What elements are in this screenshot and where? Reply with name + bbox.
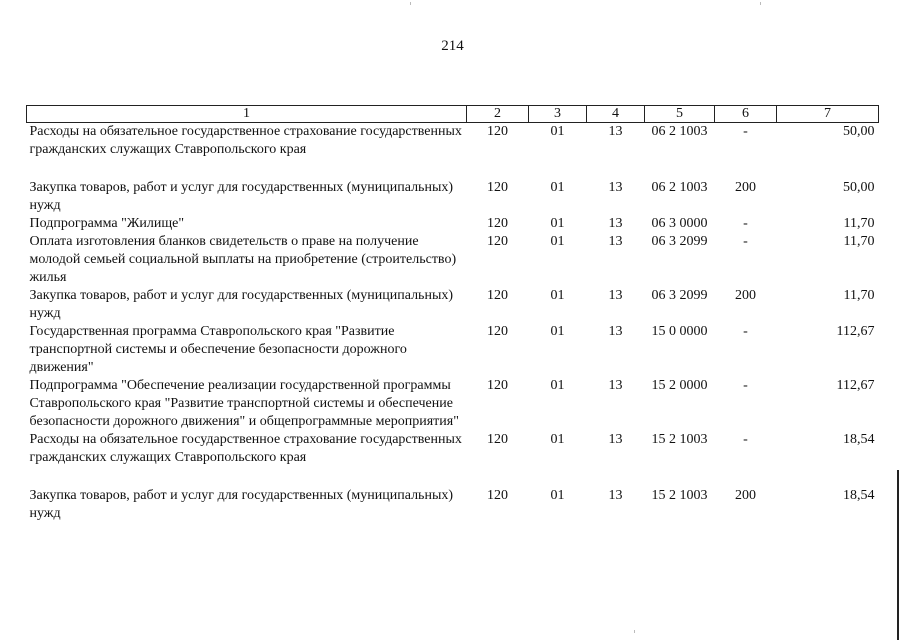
row-col2: 120 [487, 324, 508, 339]
header-cell: 6 [715, 106, 777, 123]
row-description: Государственная программа Ставропольского края "Развитие транспортной системы и обеспечение безопасности дорожного движения" [29, 324, 407, 375]
table-row [27, 377, 879, 431]
row-col5: 15 2 0000 [651, 378, 708, 393]
row-col2: 120 [487, 488, 508, 503]
table-row [27, 179, 879, 215]
row-col2: 120 [487, 288, 508, 303]
row-col5: 06 2 1003 [651, 124, 708, 139]
row-amount: 11,70 [843, 216, 875, 231]
row-description: Расходы на обязательное государственное страхование государственных гражданских служащих Ставропольского края [29, 124, 462, 157]
scan-dot [634, 630, 635, 633]
row-description: Закупка товаров, работ и услуг для государственных (муниципальных) нужд [29, 488, 454, 521]
row-col4: 13 [608, 180, 623, 195]
row-col6: - [743, 378, 748, 393]
row-col4: 13 [608, 324, 623, 339]
budget-table [26, 105, 879, 523]
row-description: Подпрограмма "Обеспечение реализации государственной программы Ставропольского края "Развитие транспортной системы и обеспечение безопасности дорожного движения" и общепрограммные мероприятия" [29, 378, 459, 429]
table-body [27, 123, 879, 524]
row-amount: 18,54 [843, 432, 875, 447]
row-col4: 13 [608, 432, 623, 447]
row-col3: 01 [550, 324, 565, 339]
row-description: Подпрограмма "Жилище" [29, 216, 185, 231]
row-col4: 13 [608, 216, 623, 231]
row-col3: 01 [550, 488, 565, 503]
row-col6: - [743, 324, 748, 339]
row-col5: 06 3 2099 [651, 234, 708, 249]
header-cell: 1 [27, 106, 467, 123]
row-col4: 13 [608, 488, 623, 503]
table-row [27, 431, 879, 487]
row-col4: 13 [608, 288, 623, 303]
row-col3: 01 [550, 378, 565, 393]
row-col3: 01 [550, 288, 565, 303]
header-cell: 5 [645, 106, 715, 123]
row-col2: 120 [487, 378, 508, 393]
table-row [27, 233, 879, 287]
row-col3: 01 [550, 124, 565, 139]
row-col6: 200 [735, 288, 756, 303]
row-col6: - [743, 234, 748, 249]
row-col6: 200 [735, 180, 756, 195]
row-col4: 13 [608, 124, 623, 139]
row-description: Закупка товаров, работ и услуг для государственных (муниципальных) нужд [29, 180, 454, 213]
row-col2: 120 [487, 234, 508, 249]
row-col5: 06 2 1003 [651, 180, 708, 195]
row-col2: 120 [487, 432, 508, 447]
row-description: Расходы на обязательное государственное страхование государственных гражданских служащих Ставропольского края [29, 432, 462, 465]
row-amount: 112,67 [836, 324, 875, 339]
row-col5: 06 3 0000 [651, 216, 708, 231]
table-row [27, 287, 879, 323]
table-row [27, 487, 879, 523]
row-col3: 01 [550, 180, 565, 195]
row-col5: 15 2 1003 [651, 432, 708, 447]
row-amount: 50,00 [843, 180, 875, 195]
row-col2: 120 [487, 124, 508, 139]
page-number: 214 [441, 38, 464, 54]
header-cell: 7 [777, 106, 879, 123]
row-amount: 11,70 [843, 288, 875, 303]
scan-dot [410, 2, 411, 5]
row-description: Закупка товаров, работ и услуг для государственных (муниципальных) нужд [29, 288, 454, 321]
row-col4: 13 [608, 234, 623, 249]
row-amount: 112,67 [836, 378, 875, 393]
header-cell: 4 [587, 106, 645, 123]
table-header [27, 106, 879, 123]
header-row [27, 106, 879, 123]
row-col6: - [743, 124, 748, 139]
header-cell: 2 [467, 106, 529, 123]
row-col6: 200 [735, 488, 756, 503]
row-col6: - [743, 432, 748, 447]
scan-dot [760, 2, 761, 5]
row-col3: 01 [550, 216, 565, 231]
row-col5: 15 2 1003 [651, 488, 708, 503]
row-amount: 11,70 [843, 234, 875, 249]
scan-edge-line [897, 470, 899, 640]
table-row [27, 215, 879, 233]
row-col6: - [743, 216, 748, 231]
row-col3: 01 [550, 234, 565, 249]
table-row [27, 323, 879, 377]
row-col4: 13 [608, 378, 623, 393]
row-amount: 18,54 [843, 488, 875, 503]
row-col5: 15 0 0000 [651, 324, 708, 339]
header-cell: 3 [529, 106, 587, 123]
row-col5: 06 3 2099 [651, 288, 708, 303]
row-description: Оплата изготовления бланков свидетельств о праве на получение молодой семьей социальной выплаты на приобретение (строительство) жилья [29, 234, 457, 285]
row-col2: 120 [487, 180, 508, 195]
row-amount: 50,00 [843, 124, 875, 139]
table-row [27, 123, 879, 180]
row-col3: 01 [550, 432, 565, 447]
row-col2: 120 [487, 216, 508, 231]
